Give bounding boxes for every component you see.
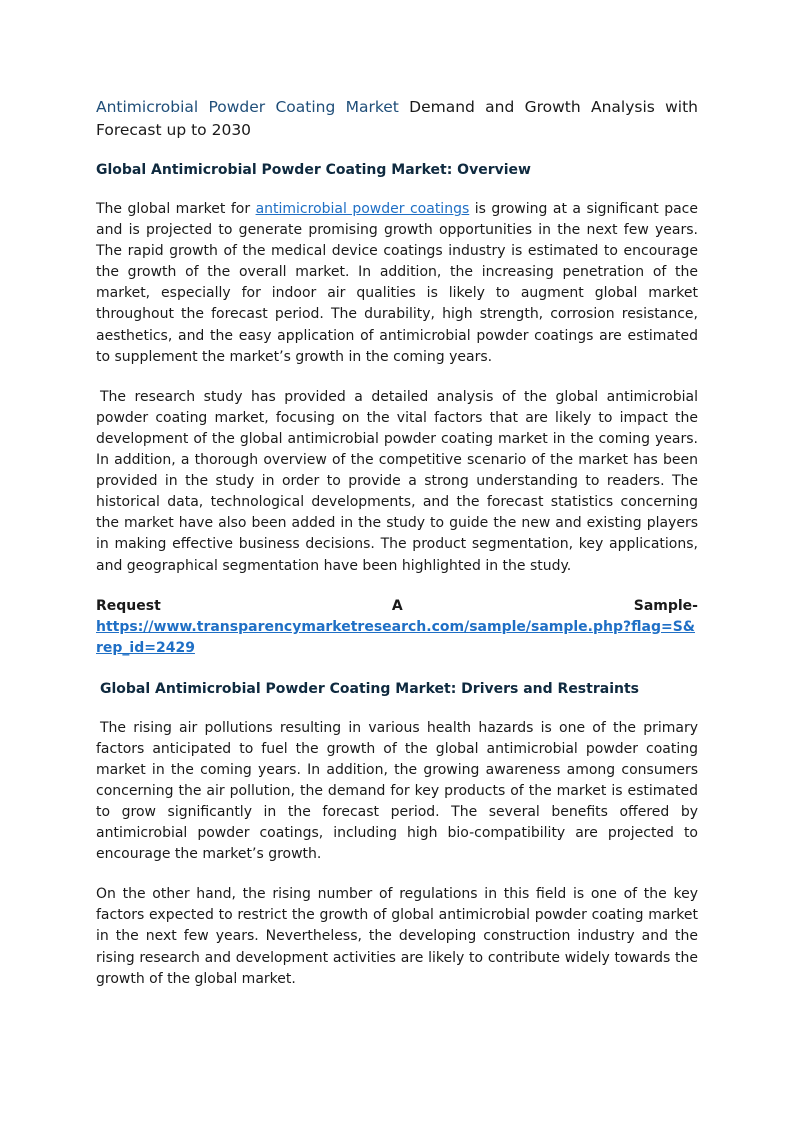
overview-p1-after: is growing at a significant pace and is projected to generate promising growth opportunities in the next few years. The rapid growth of the medical device coatings industry is estimated to encourage the growth of the overall market. In addition, the increasing penetration of the market, especially for indoor air qualities is likely to augment global market throughout the forecast period. The durability, high strength, corrosion resistance, aesthetics, and the easy application of antimicrobial powder coatings are estimated to supplement the market’s growth in the coming years. [96,201,698,365]
request-sample-label [96,596,698,617]
overview-paragraph-2: The research study has provided a detailed analysis of the global antimicrobial powder coating market, focusing on the vital factors that are likely to impact the development of the global antimicrobial powder coating market in the coming years. In addition, a thorough overview of the competitive scenario of the market has been provided in the study in order to provide a strong understanding to readers. The historical data, technological developments, and the forecast statistics concerning the market have also been added in the study to guide the new and existing players in making effective business decisions. The product segmentation, key applications, and geographical segmentation have been highlighted in the study. [96,388,698,574]
overview-paragraph-1 [96,199,698,368]
drivers-paragraph-1: The rising air pollutions resulting in various health hazards is one of the primary factors anticipated to fuel the growth of the global antimicrobial powder coating market in the coming years. In addition, the growing awareness among consumers concerning the air pollution, the demand for key products of the market is estimated to grow significantly in the forecast period. The several benefits offered by antimicrobial powder coatings, including high bio-compatibility are projected to encourage the market’s growth. [96,719,698,863]
title-rest: Demand and Growth Analysis with Forecast up to 2030 [96,98,698,139]
title-accent: Antimicrobial Powder Coating Market [96,98,399,116]
overview-heading: Global Antimicrobial Powder Coating Market: Overview [96,162,531,178]
a-word: A [391,597,403,614]
drivers-restraints-heading: Global Antimicrobial Powder Coating Market: Drivers and Restraints [100,680,639,697]
sample-word: Sample- [633,597,698,614]
drivers-paragraph-2: On the other hand, the rising number of regulations in this field is one of the key factors expected to restrict the growth of global antimicrobial powder coating market in the next few years. Nevertheless, the developing construction industry and the rising research and development activities are likely to contribute widely towards the growth of the global market. [96,886,698,987]
request-word: Request [96,597,161,614]
sample-request-link[interactable]: https://www.transparencymarketresearch.com/sample/sample.php?flag=S&rep_id=2429 [96,618,695,656]
request-sample [96,596,698,659]
page-title [96,96,698,142]
document-page [96,96,698,1009]
antimicrobial-powder-coatings-link[interactable]: antimicrobial powder coatings [255,201,470,217]
overview-p1-before: The global market for [96,201,256,217]
